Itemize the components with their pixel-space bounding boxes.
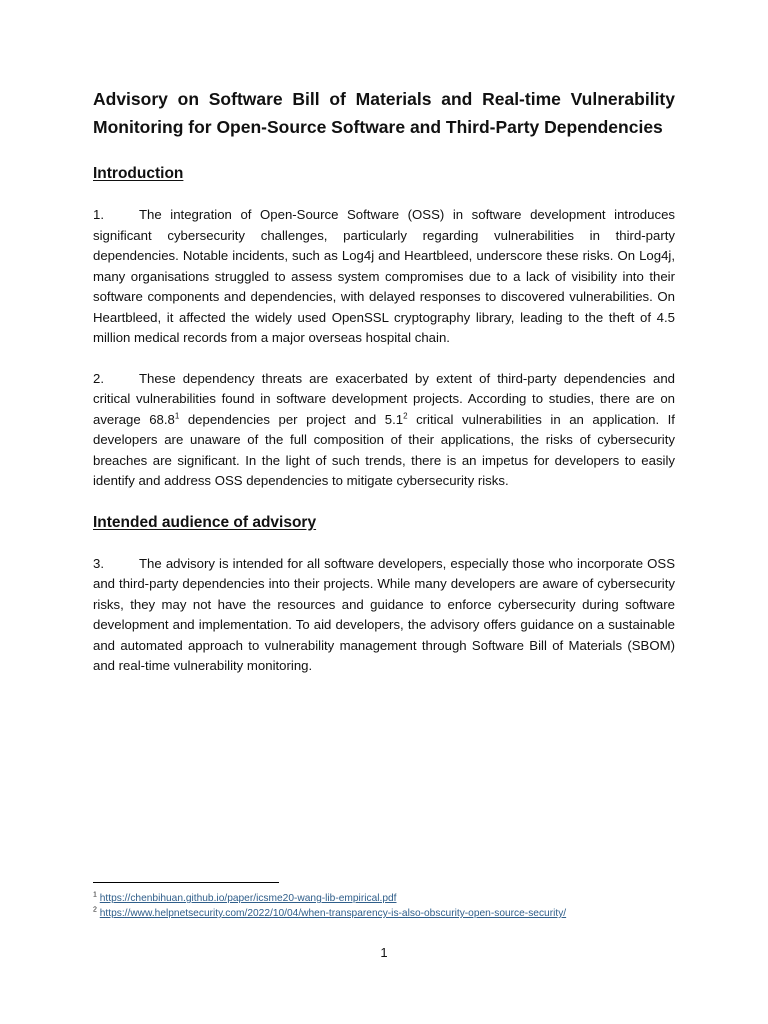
paragraph-number: 3. [93,555,104,571]
footnote-link-2[interactable]: https://www.helpnetsecurity.com/2022/10/04/when-transparency-is-also-obscurity-open-source-security/ [99,908,567,919]
paragraph-number: 2. [93,370,104,386]
document-title-block [93,86,675,141]
paragraph-3 [93,554,675,677]
footnote-1 [93,891,675,906]
footnote-2 [93,906,675,921]
footnote-marker: 1 [93,891,97,899]
paragraph-text-part-b: dependencies per project and 5.1 [179,411,404,427]
footnote-marker: 2 [93,906,97,914]
paragraph-text: The integration of Open-Source Software (OSS) in software development introduces significant cybersecurity challenges, particularly regarding vulnerabilities in third-party dependencies. Notable incidents, such as Log4j and Heartbleed, underscore these risks. On Log4j, many organisations struggled to assess system compromises due to a lack of visibility into their software components and dependencies, with delayed responses to discovered vulnerabilities. On Heartbleed, it affected the widely used OpenSSL cryptography library, leading to the theft of 4.5 million medical records from a major overseas hospital chain. [93,207,675,345]
section-heading-intended-audience: Intended audience of advisory [93,513,317,531]
footnote-ref-2[interactable]: 2 [403,411,408,421]
document-title: Advisory on Software Bill of Materials and Real-time Vulnerability Monitoring for Open-Source Software and Third-Party Dependencies [93,89,675,137]
paragraph-2 [93,369,675,492]
footnotes [93,891,675,921]
footnote-link-1[interactable]: https://chenbihuan.github.io/paper/icsme20-wang-lib-empirical.pdf [99,893,397,904]
footnote-separator [93,882,279,883]
paragraph-text-part-a: These dependency threats are exacerbated by extent of third-party dependencies and critical vulnerabilities found in software development projects. According to studies, there are on average 68.8 [93,370,675,427]
footnote-ref-1[interactable]: 1 [174,411,180,421]
paragraph-number: 1. [93,207,104,222]
document-body [93,86,675,677]
paragraph-text-part-c: critical vulnerabilities in an application. If developers are unaware of the full composition of their applications, the risks of cybersecurity breaches are significant. In the light of such trends, there is an impetus for developers to easily identify and address OSS dependencies to mitigate cybersecurity risks. [93,411,675,488]
section-heading-introduction: Introduction [93,165,184,182]
page-number: 1 [380,945,388,960]
paragraph-1 [93,205,675,349]
paragraph-text: The advisory is intended for all software developers, especially those who incorporate OSS and third-party dependencies into their projects. While many developers are aware of cybersecurity risks, they may not have the resources and guidance to enforce cybersecurity during software development and implementation. To aid developers, the advisory offers guidance on a sustainable and automated approach to vulnerability management through Software Bill of Materials (SBOM) and real-time vulnerability monitoring. [93,555,675,673]
